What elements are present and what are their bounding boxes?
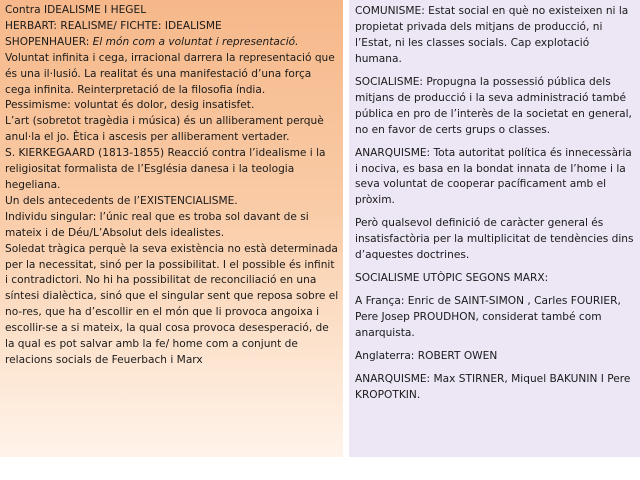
franca-paragraph: A França: Enric de SAINT-SIMON , Carles FOURIER, Pere Josep PROUDHON, considerat també com anarquista.	[355, 295, 621, 340]
art-paragraph: L’art (sobretot tragèdia i música) és un alliberament perquè anul·la el jo. Ètica i ascesis per alliberament vertader.	[5, 115, 324, 144]
definicio-paragraph: Però qualsevol definició de caràcter general és insatisfactòria per la multiplicitat de tendències dins d’aquestes doctrines.	[355, 217, 634, 262]
existencialisme-paragraph: Un dels antecedents de l’EXISTENCIALISME.	[5, 194, 238, 207]
anarquisme-paragraph: ANARQUISME: Tota autoritat política és innecessària i nociva, es basa en la bondat innata de l’home i la seva voluntat de cooperar pacíficament amb el pròxim.	[355, 146, 632, 207]
right-text-panel	[349, 0, 640, 457]
voluntat-paragraph: Voluntat infinita i cega, irracional darrera la representació que és una il·lusió. La realitat és una manifestació d’una força cega infinita. Reinterpretació de la filosofia índia.	[5, 51, 335, 96]
schopenhauer-work-title: El món com a voluntat i representació.	[92, 35, 299, 48]
pessimisme-paragraph: Pessimisme: voluntat és dolor, desig insatisfet.	[5, 99, 255, 112]
socialisme-paragraph: SOCIALISME: Propugna la possessió pública dels mitjans de producció i la seva administració també pública en pro de l’interès de la societat en general, no en favor de certs grups o classes.	[355, 75, 632, 136]
schopenhauer-label: SHOPENHAUER:	[5, 35, 93, 48]
soledat-paragraph: Soledat tràgica perquè la seva existència no està determinada per la necessitat, sinó per la possibilitat. I el possible és infinit i contradictori. No hi ha possibilitat de reconciliació en una síntesi dialèctica, sinó que el singular sent que reposa sobre el no-res, que ha d’escollir en el món que li provoca angoixa i escollir-se a si mateix, la qual cosa provoca desesperació, de la qual es pot salvar amb la fe/ home com a conjunt de relacions socials de Feuerbach i Marx	[5, 242, 339, 366]
kierkegaard-paragraph: S. KIERKEGAARD (1813-1855) Reacció contra l’idealisme i la religiositat formalista de l’Església danesa i la teologia hegeliana.	[5, 147, 326, 191]
anarquisme-autors-paragraph: ANARQUISME: Max STIRNER, Miquel BAKUNIN I Pere KROPOTKIN.	[355, 373, 631, 402]
schopenhauer-line	[5, 35, 339, 51]
comunisme-paragraph: COMUNISME: Estat social en què no existeixen ni la propietat privada dels mitjans de producció, ni l’Estat, ni les classes socials. Cap explotació humana.	[355, 5, 629, 65]
heading-contra-idealisme: Contra IDEALISME I HEGEL	[5, 4, 147, 16]
socialisme-utopic-heading: SOCIALISME UTÒPIC SEGONS MARX:	[355, 272, 549, 285]
anglaterra-paragraph: Anglaterra: ROBERT OWEN	[355, 350, 498, 363]
individu-paragraph: Individu singular: l’únic real que es troba sol davant de si mateix i de Déu/L’Absolut dels idealistes.	[5, 210, 309, 239]
herbart-fichte-line: HERBART: REALISME/ FICHTE: IDEALISME	[5, 19, 222, 32]
